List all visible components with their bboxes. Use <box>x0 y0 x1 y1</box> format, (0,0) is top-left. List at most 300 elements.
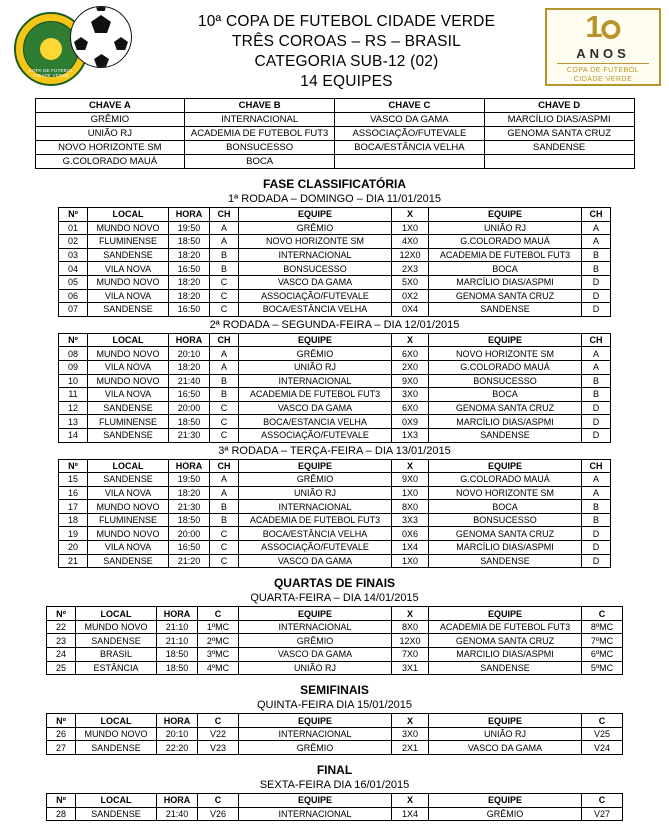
match-score: 8X0 <box>392 620 429 634</box>
group-d-team: MARCÍLIO DIAS/ASPMI <box>484 113 634 127</box>
col-header-ch-home: CH <box>210 333 239 347</box>
match-ch-home: A <box>210 235 239 249</box>
col-header-equipe-home: EQUIPE <box>239 208 392 222</box>
match-hora: 18:20 <box>169 275 210 289</box>
match-team-away: BONSUCESSO <box>429 513 582 527</box>
round-3-table <box>58 459 611 569</box>
round-3-title: 3ª RODADA – TERÇA-FEIRA – DIA 13/01/2015 <box>218 444 451 457</box>
match-no: 17 <box>59 500 88 514</box>
match-score: 2X3 <box>392 262 429 276</box>
match-ch-home: C <box>210 289 239 303</box>
match-local: ESTÂNCIA <box>76 661 157 675</box>
match-team-home: GRÊMIO <box>239 473 392 487</box>
table-row <box>59 303 611 317</box>
match-ch-away: A <box>582 486 611 500</box>
match-ch-home: C <box>210 554 239 568</box>
match-hora: 18:20 <box>169 248 210 262</box>
match-no: 19 <box>59 527 88 541</box>
table-row <box>59 248 611 262</box>
match-score: 12X0 <box>392 248 429 262</box>
col-header-ch-away: CH <box>582 459 611 473</box>
match-no: 12 <box>59 401 88 415</box>
group-a-team: GRÊMIO <box>35 113 185 127</box>
groups-header-row <box>35 99 634 113</box>
match-ch-home: C <box>210 415 239 429</box>
table-row <box>59 347 611 361</box>
match-team-away: SANDENSE <box>429 303 582 317</box>
match-team-away: MARCILIO DIAS/ASPMI <box>429 648 582 662</box>
table-row <box>47 807 623 821</box>
match-seed-home: V26 <box>198 807 239 821</box>
table-header-row <box>59 333 611 347</box>
match-local: SANDENSE <box>88 428 169 442</box>
semifinais-table <box>46 713 623 755</box>
match-ch-away: D <box>582 554 611 568</box>
anniversary-logo <box>545 8 661 86</box>
final-table <box>46 793 623 821</box>
match-team-away: BOCA <box>429 262 582 276</box>
group-b-team: ACADEMIA DE FUTEBOL FUT3 <box>185 127 335 141</box>
match-ch-away: A <box>582 360 611 374</box>
col-header-score: X <box>392 459 429 473</box>
match-ch-away: B <box>582 374 611 388</box>
match-no: 14 <box>59 428 88 442</box>
match-team-away: BONSUCESSO <box>429 374 582 388</box>
group-header-b: CHAVE B <box>185 99 335 113</box>
match-team-away: GENOMA SANTA CRUZ <box>429 634 582 648</box>
table-header-row <box>59 208 611 222</box>
match-team-home: BOCA/ESTÂNCIA VELHA <box>239 527 392 541</box>
match-team-away: G.COLORADO MAUÁ <box>429 235 582 249</box>
group-a-team: UNIÃO RJ <box>35 127 185 141</box>
match-score: 6X0 <box>392 401 429 415</box>
match-score: 2X1 <box>392 741 429 755</box>
match-team-away: ACADEMIA DE FUTEBOL FUT3 <box>429 620 582 634</box>
group-b-team: BONSUCESSO <box>185 141 335 155</box>
title-line-4: 14 EQUIPES <box>300 73 393 90</box>
match-ch-away: B <box>582 513 611 527</box>
match-hora: 18:50 <box>157 648 198 662</box>
col-header-hora: HORA <box>169 208 210 222</box>
match-team-home: ACADEMIA DE FUTEBOL FUT3 <box>239 388 392 402</box>
table-row <box>59 221 611 235</box>
match-seed-away: V27 <box>582 807 623 821</box>
round-1-title: 1ª RODADA – DOMINGO – DIA 11/01/2015 <box>228 193 441 205</box>
group-a-team: NOVO HORIZONTE SM <box>35 141 185 155</box>
quartas-table <box>46 606 623 675</box>
match-team-home: UNIÃO RJ <box>239 661 392 675</box>
match-seed-away: 5ºMC <box>582 661 623 675</box>
match-team-home: INTERNACIONAL <box>239 727 392 741</box>
group-c-team: VASCO DA GAMA <box>335 113 485 127</box>
match-hora: 20:00 <box>169 527 210 541</box>
match-local: MUNDO NOVO <box>88 221 169 235</box>
match-team-home: BOCA/ESTÂNCIA VELHA <box>239 303 392 317</box>
match-hora: 22:20 <box>157 741 198 755</box>
col-header-no: Nº <box>59 459 88 473</box>
col-header-ch-away: CH <box>582 333 611 347</box>
group-b-team: INTERNACIONAL <box>185 113 335 127</box>
match-hora: 16:50 <box>169 262 210 276</box>
match-ch-home: C <box>210 428 239 442</box>
match-no: 15 <box>59 473 88 487</box>
table-header-row <box>47 607 623 621</box>
match-hora: 16:50 <box>169 541 210 555</box>
match-score: 2X0 <box>392 360 429 374</box>
match-team-away: BOCA <box>429 388 582 402</box>
group-c-team: ASSOCIAÇÃO/FUTEVALE <box>335 127 485 141</box>
match-team-away: MARCÍLIO DIAS/ASPMI <box>429 415 582 429</box>
group-d-team: GENOMA SANTA CRUZ <box>484 127 634 141</box>
match-team-home: GRÊMIO <box>239 741 392 755</box>
match-team-home: VASCO DA GAMA <box>239 648 392 662</box>
match-ch-away: A <box>582 221 611 235</box>
match-hora: 21:10 <box>157 634 198 648</box>
match-score: 0X4 <box>392 303 429 317</box>
zero-circle-icon <box>602 20 621 39</box>
table-row <box>59 428 611 442</box>
table-row <box>59 388 611 402</box>
match-team-home: VASCO DA GAMA <box>239 554 392 568</box>
match-seed-home: V23 <box>198 741 239 755</box>
col-header-score: X <box>392 607 429 621</box>
match-team-away: VASCO DA GAMA <box>429 741 582 755</box>
match-hora: 18:50 <box>169 415 210 429</box>
col-header-hora: HORA <box>169 459 210 473</box>
col-header-hora: HORA <box>157 714 198 728</box>
match-ch-home: B <box>210 262 239 276</box>
match-team-away: GENOMA SANTA CRUZ <box>429 401 582 415</box>
match-team-home: ASSOCIAÇÃO/FUTEVALE <box>239 289 392 303</box>
match-ch-away: D <box>582 428 611 442</box>
group-b-team: BOCA <box>185 155 335 169</box>
match-local: MUNDO NOVO <box>76 727 157 741</box>
table-row <box>47 620 623 634</box>
round-2-title: 2ª RODADA – SEGUNDA-FEIRA – DIA 12/01/2015 <box>209 318 460 331</box>
table-row <box>59 541 611 555</box>
match-hora: 20:00 <box>169 401 210 415</box>
match-score: 1X3 <box>392 428 429 442</box>
table-row <box>35 155 634 169</box>
match-hora: 18:50 <box>169 235 210 249</box>
match-ch-home: C <box>210 527 239 541</box>
match-score: 9X0 <box>392 374 429 388</box>
col-header-local: LOCAL <box>76 794 157 808</box>
match-team-away: UNIÃO RJ <box>429 221 582 235</box>
match-local: BRASIL <box>76 648 157 662</box>
col-header-equipe-away: EQUIPE <box>429 794 582 808</box>
match-seed-home: 3ºMC <box>198 648 239 662</box>
match-team-away: G.COLORADO MAUÁ <box>429 360 582 374</box>
round-1-table <box>58 207 611 317</box>
match-no: 02 <box>59 235 88 249</box>
table-row <box>59 415 611 429</box>
match-team-home: ASSOCIAÇÃO/FUTEVALE <box>239 541 392 555</box>
match-score: 1X4 <box>392 807 429 821</box>
match-ch-away: D <box>582 541 611 555</box>
group-a-team: G.COLORADO MAUÁ <box>35 155 185 169</box>
match-local: FLUMINENSE <box>88 415 169 429</box>
title-line-1: 10ª COPA DE FUTEBOL CIDADE VERDE <box>197 13 496 30</box>
match-team-away: ACADEMIA DE FUTEBOL FUT3 <box>429 248 582 262</box>
col-header-no: Nº <box>59 208 88 222</box>
group-d-team: SANDENSE <box>484 141 634 155</box>
col-header-no: Nº <box>59 333 88 347</box>
match-hora: 19:50 <box>169 221 210 235</box>
match-team-away: NOVO HORIZONTE SM <box>429 486 582 500</box>
match-no: 10 <box>59 374 88 388</box>
match-local: FLUMINENSE <box>88 513 169 527</box>
match-ch-away: B <box>582 388 611 402</box>
match-score: 7X0 <box>392 648 429 662</box>
table-header-row <box>47 794 623 808</box>
match-local: SANDENSE <box>76 634 157 648</box>
section-title-final: FINAL <box>316 763 353 777</box>
match-local: VILA NOVA <box>88 360 169 374</box>
match-ch-home: B <box>210 500 239 514</box>
match-team-home: VASCO DA GAMA <box>239 401 392 415</box>
match-ch-home: C <box>210 541 239 555</box>
col-header-local: LOCAL <box>88 208 169 222</box>
table-row <box>59 275 611 289</box>
match-ch-home: B <box>210 513 239 527</box>
match-ch-away: B <box>582 262 611 276</box>
match-team-away: G.COLORADO MAUÁ <box>429 473 582 487</box>
col-header-ch-away: CH <box>582 208 611 222</box>
match-hora: 21:40 <box>157 807 198 821</box>
match-ch-away: A <box>582 235 611 249</box>
match-ch-away: A <box>582 347 611 361</box>
match-local: MUNDO NOVO <box>88 275 169 289</box>
match-hora: 21:40 <box>169 374 210 388</box>
match-ch-away: D <box>582 303 611 317</box>
table-row <box>59 486 611 500</box>
col-header-score: X <box>392 208 429 222</box>
match-team-away: UNIÃO RJ <box>429 727 582 741</box>
match-seed-home: 1ºMC <box>198 620 239 634</box>
match-score: 3X3 <box>392 513 429 527</box>
match-local: SANDENSE <box>88 248 169 262</box>
match-local: VILA NOVA <box>88 486 169 500</box>
match-team-home: INTERNACIONAL <box>239 374 392 388</box>
match-ch-away: B <box>582 248 611 262</box>
match-team-away: GENOMA SANTA CRUZ <box>429 527 582 541</box>
match-team-home: NOVO HORIZONTE SM <box>239 235 392 249</box>
match-local: MUNDO NOVO <box>88 347 169 361</box>
col-header-equipe-away: EQUIPE <box>429 459 582 473</box>
match-seed-home: V22 <box>198 727 239 741</box>
match-team-home: ASSOCIAÇÃO/FUTEVALE <box>239 428 392 442</box>
title-line-3: CATEGORIA SUB-12 (02) <box>254 53 439 70</box>
page-header <box>0 0 669 92</box>
match-hora: 18:20 <box>169 289 210 303</box>
col-header-c-home: C <box>198 794 239 808</box>
col-header-score: X <box>392 794 429 808</box>
match-local: MUNDO NOVO <box>88 500 169 514</box>
match-hora: 16:50 <box>169 303 210 317</box>
match-score: 9X0 <box>392 473 429 487</box>
col-header-equipe-home: EQUIPE <box>239 459 392 473</box>
match-no: 26 <box>47 727 76 741</box>
match-score: 12X0 <box>392 634 429 648</box>
group-c-team: BOCA/ESTÂNCIA VELHA <box>335 141 485 155</box>
match-seed-home: 4ºMC <box>198 661 239 675</box>
group-d-team <box>484 155 634 169</box>
match-no: 27 <box>47 741 76 755</box>
match-no: 16 <box>59 486 88 500</box>
match-ch-home: A <box>210 473 239 487</box>
match-no: 01 <box>59 221 88 235</box>
col-header-local: LOCAL <box>76 714 157 728</box>
match-team-home: VASCO DA GAMA <box>239 275 392 289</box>
match-no: 04 <box>59 262 88 276</box>
semifinais-subtitle: QUINTA-FEIRA DIA 15/01/2015 <box>256 699 413 712</box>
match-ch-away: D <box>582 401 611 415</box>
match-hora: 19:50 <box>169 473 210 487</box>
match-local: SANDENSE <box>76 741 157 755</box>
match-hora: 16:50 <box>169 388 210 402</box>
soccer-ball-icon <box>70 6 132 68</box>
table-row <box>59 235 611 249</box>
match-score: 4X0 <box>392 235 429 249</box>
match-no: 18 <box>59 513 88 527</box>
group-header-c: CHAVE C <box>335 99 485 113</box>
table-row <box>59 360 611 374</box>
table-header-row <box>47 714 623 728</box>
match-team-away: MARCÍLIO DIAS/ASPMI <box>429 541 582 555</box>
table-row <box>59 554 611 568</box>
match-hora: 20:10 <box>169 347 210 361</box>
match-team-home: INTERNACIONAL <box>239 248 392 262</box>
match-team-away: NOVO HORIZONTE SM <box>429 347 582 361</box>
col-header-no: Nº <box>47 794 76 808</box>
match-ch-home: C <box>210 303 239 317</box>
match-local: VILA NOVA <box>88 262 169 276</box>
match-local: MUNDO NOVO <box>76 620 157 634</box>
page-title <box>148 4 545 92</box>
col-header-equipe-away: EQUIPE <box>429 607 582 621</box>
match-team-home: INTERNACIONAL <box>239 807 392 821</box>
table-row <box>47 661 623 675</box>
col-header-equipe-away: EQUIPE <box>429 714 582 728</box>
match-seed-away: 8ºMC <box>582 620 623 634</box>
match-team-away: BOCA <box>429 500 582 514</box>
col-header-local: LOCAL <box>88 333 169 347</box>
table-row <box>59 513 611 527</box>
match-team-home: INTERNACIONAL <box>239 500 392 514</box>
col-header-hora: HORA <box>169 333 210 347</box>
match-team-away: GENOMA SANTA CRUZ <box>429 289 582 303</box>
match-local: SANDENSE <box>88 401 169 415</box>
match-ch-away: A <box>582 473 611 487</box>
match-ch-home: B <box>210 388 239 402</box>
col-header-hora: HORA <box>157 794 198 808</box>
match-no: 05 <box>59 275 88 289</box>
match-score: 1X0 <box>392 221 429 235</box>
match-ch-home: C <box>210 275 239 289</box>
match-hora: 18:50 <box>169 513 210 527</box>
match-team-away: MARCÍLIO DIAS/ASPMI <box>429 275 582 289</box>
col-header-equipe-away: EQUIPE <box>429 333 582 347</box>
match-local: SANDENSE <box>88 554 169 568</box>
col-header-c-home: C <box>198 607 239 621</box>
col-header-no: Nº <box>47 607 76 621</box>
match-local: MUNDO NOVO <box>88 374 169 388</box>
crest-caption: COPA DE FUTEBOL CIDADE VERDE <box>28 68 74 78</box>
match-team-away: SANDENSE <box>429 428 582 442</box>
match-ch-away: D <box>582 527 611 541</box>
match-score: 3X0 <box>392 388 429 402</box>
table-row <box>59 401 611 415</box>
match-ch-away: D <box>582 415 611 429</box>
col-header-c-away: C <box>582 794 623 808</box>
match-local: VILA NOVA <box>88 388 169 402</box>
match-team-away: SANDENSE <box>429 661 582 675</box>
match-team-home: INTERNACIONAL <box>239 620 392 634</box>
match-ch-away: D <box>582 289 611 303</box>
group-header-d: CHAVE D <box>484 99 634 113</box>
match-team-home: UNIÃO RJ <box>239 486 392 500</box>
match-team-home: GRÊMIO <box>239 634 392 648</box>
match-seed-away: V25 <box>582 727 623 741</box>
match-hora: 21:10 <box>157 620 198 634</box>
table-row <box>59 500 611 514</box>
anniversary-anos-label: ANOS <box>576 46 630 61</box>
match-team-home: ACADEMIA DE FUTEBOL FUT3 <box>239 513 392 527</box>
col-header-local: LOCAL <box>88 459 169 473</box>
match-no: 20 <box>59 541 88 555</box>
match-ch-away: B <box>582 500 611 514</box>
col-header-hora: HORA <box>157 607 198 621</box>
col-header-ch-home: CH <box>210 208 239 222</box>
col-header-ch-home: CH <box>210 459 239 473</box>
table-row <box>47 727 623 741</box>
match-team-home: GRÊMIO <box>239 221 392 235</box>
match-local: SANDENSE <box>76 807 157 821</box>
match-no: 28 <box>47 807 76 821</box>
col-header-score: X <box>392 333 429 347</box>
match-score: 8X0 <box>392 500 429 514</box>
match-score: 1X0 <box>392 486 429 500</box>
match-hora: 18:20 <box>169 486 210 500</box>
group-c-team <box>335 155 485 169</box>
match-ch-away: D <box>582 275 611 289</box>
table-header-row <box>59 459 611 473</box>
match-ch-home: B <box>210 374 239 388</box>
table-row <box>47 741 623 755</box>
match-local: SANDENSE <box>88 303 169 317</box>
table-row <box>35 113 634 127</box>
match-local: VILA NOVA <box>88 289 169 303</box>
col-header-equipe-home: EQUIPE <box>239 607 392 621</box>
match-seed-away: 6ºMC <box>582 648 623 662</box>
match-score: 6X0 <box>392 347 429 361</box>
match-hora: 20:10 <box>157 727 198 741</box>
match-hora: 21:20 <box>169 554 210 568</box>
match-hora: 18:50 <box>157 661 198 675</box>
col-header-equipe-away: EQUIPE <box>429 208 582 222</box>
match-team-home: GRÊMIO <box>239 347 392 361</box>
match-no: 22 <box>47 620 76 634</box>
table-row <box>35 127 634 141</box>
match-no: 21 <box>59 554 88 568</box>
match-no: 13 <box>59 415 88 429</box>
match-hora: 18:20 <box>169 360 210 374</box>
round-2-table <box>58 333 611 443</box>
match-local: SANDENSE <box>88 473 169 487</box>
group-header-a: CHAVE A <box>35 99 185 113</box>
table-row <box>59 262 611 276</box>
